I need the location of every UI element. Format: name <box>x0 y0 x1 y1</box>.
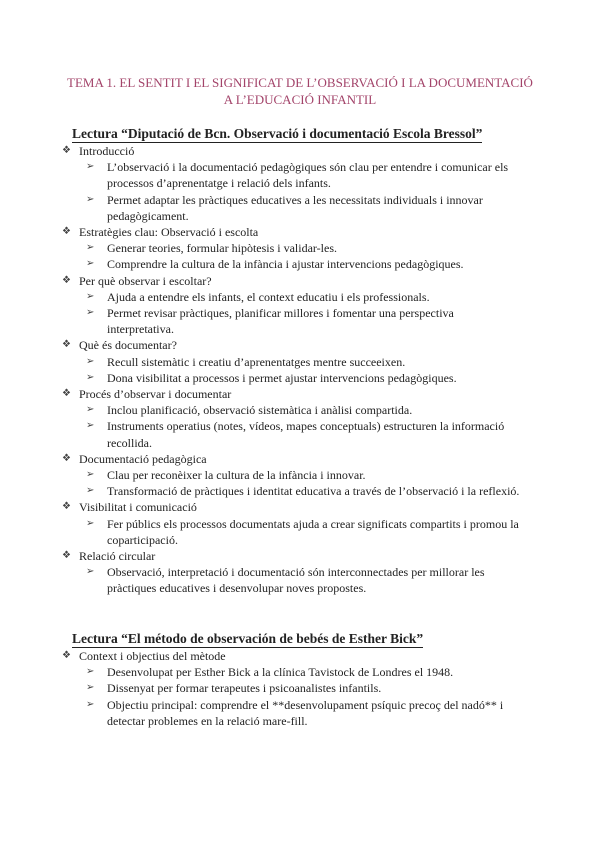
arrow-bullet-icon: ➢ <box>86 666 95 678</box>
list-item-label: Relació circular <box>79 549 156 564</box>
sub-item-text: Comprendre la cultura de la infància i ajustar intervencions pedagògiques. <box>107 257 464 272</box>
sub-item <box>62 483 522 499</box>
sub-item <box>62 370 522 386</box>
arrow-bullet-icon: ➢ <box>86 469 95 481</box>
list-item-label: Visibilitat i comunicació <box>79 500 197 515</box>
diamond-bullet-icon: ❖ <box>62 501 71 513</box>
arrow-bullet-icon: ➢ <box>86 485 95 497</box>
list-item-label: Introducció <box>79 144 135 158</box>
sub-item-text: Observació, interpretació i documentació són interconnectades per millorar les pràctiques educatives i desenvolupar noves propostes. <box>107 565 485 596</box>
sub-item <box>62 516 522 548</box>
sub-item <box>62 697 522 729</box>
list-item <box>62 499 522 515</box>
sub-item-text: Ajuda a entendre els infants, el context educatiu i els professionals. <box>107 289 430 304</box>
arrow-bullet-icon: ➢ <box>86 161 95 173</box>
arrow-bullet-icon: ➢ <box>86 517 95 529</box>
sub-item <box>62 256 522 272</box>
sub-item-text: Recull sistemàtic i creatiu d’aprenentatges mentre succeeixen. <box>107 354 406 369</box>
list-item <box>62 548 522 564</box>
sub-item <box>62 192 522 224</box>
diamond-bullet-icon: ❖ <box>62 274 71 286</box>
sub-item <box>62 564 522 596</box>
sub-item <box>62 354 522 370</box>
sub-item <box>62 680 522 696</box>
sub-item-text: Transformació de pràctiques i identitat educativa a través de l’observació i la reflexió. <box>107 484 520 499</box>
sub-item-text: Permet revisar pràctiques, planificar millores i fomentar una perspectiva interpretativa. <box>107 306 454 337</box>
arrow-bullet-icon: ➢ <box>86 242 95 254</box>
list-item <box>62 143 522 159</box>
diamond-bullet-icon: ❖ <box>62 226 71 238</box>
arrow-bullet-icon: ➢ <box>86 698 95 710</box>
section-2-list <box>62 648 522 729</box>
arrow-bullet-icon: ➢ <box>86 193 95 205</box>
title-line-2: A L’EDUCACIÓ INFANTIL <box>223 92 377 107</box>
sub-item <box>62 467 522 483</box>
list-item-label: Documentació pedagògica <box>79 451 207 466</box>
list-item-label: Context i objectius del mètode <box>79 649 226 663</box>
list-item <box>62 224 522 240</box>
sub-item-text: Desenvolupat per Esther Bick a la clínica Tavistock de Londres el 1948. <box>107 665 454 680</box>
sub-item-text: Permet adaptar les pràctiques educatives a les necessitats individuals i innovar pedagògicament. <box>107 192 483 223</box>
sub-item-text: Clau per reconèixer la cultura de la infància i innovar. <box>107 468 366 483</box>
sub-item <box>62 402 522 418</box>
arrow-bullet-icon: ➢ <box>86 307 95 319</box>
list-item-label: Què és documentar? <box>79 338 177 353</box>
sub-item <box>62 305 522 337</box>
title-line-1: TEMA 1. EL SENTIT I EL SIGNIFICAT DE L’OBSERVACIÓ I LA DOCUMENTACIÓ <box>67 75 533 90</box>
sub-item <box>62 289 522 305</box>
arrow-bullet-icon: ➢ <box>86 371 95 383</box>
list-item-label: Per què observar i escoltar? <box>79 273 212 288</box>
diamond-bullet-icon: ❖ <box>62 339 71 351</box>
arrow-bullet-icon: ➢ <box>86 258 95 270</box>
sub-item <box>62 159 522 191</box>
sub-item-text: Fer públics els processos documentats ajuda a crear significats compartits i promou la coparticipació. <box>107 516 519 547</box>
list-item <box>62 386 522 402</box>
sub-item-text: Generar teories, formular hipòtesis i validar-les. <box>107 241 338 256</box>
sub-item <box>62 418 522 450</box>
sub-item-text: Dona visibilitat a processos i permet ajustar intervencions pedagògiques. <box>107 370 457 385</box>
page-title <box>40 74 560 108</box>
sub-item-text: L’observació i la documentació pedagògiques són clau per entendre i comunicar els processos d’aprenentatge i relació dels infants. <box>107 160 509 191</box>
arrow-bullet-icon: ➢ <box>86 420 95 432</box>
diamond-bullet-icon: ❖ <box>62 550 71 562</box>
sub-item-text: Instruments operatius (notes, vídeos, mapes conceptuals) estructuren la informació recollida. <box>107 419 505 450</box>
diamond-bullet-icon: ❖ <box>62 145 71 156</box>
diamond-bullet-icon: ❖ <box>62 388 71 400</box>
sub-item-text: Dissenyat per formar terapeutes i psicoanalistes infantils. <box>107 681 382 696</box>
sub-item <box>62 664 522 680</box>
arrow-bullet-icon: ➢ <box>86 566 95 578</box>
sub-item-text: Inclou planificació, observació sistemàtica i anàlisi compartida. <box>107 403 413 418</box>
arrow-bullet-icon: ➢ <box>86 290 95 302</box>
diamond-bullet-icon: ❖ <box>62 452 71 464</box>
list-item <box>62 648 522 664</box>
section-1-heading: Lectura “Diputació de Bcn. Observació i documentació Escola Bressol” <box>72 126 483 141</box>
section-2-heading: Lectura “El método de observación de bebés de Esther Bick” <box>72 631 424 646</box>
sub-item-text: Objectiu principal: comprendre el **desenvolupament psíquic precoç del nadó** i detectar problemes en la relació mare-fill. <box>107 697 504 728</box>
arrow-bullet-icon: ➢ <box>86 355 95 367</box>
section-1-list <box>62 143 522 597</box>
list-item <box>62 273 522 289</box>
list-item-label: Estratègies clau: Observació i escolta <box>79 225 259 240</box>
list-item <box>62 337 522 353</box>
arrow-bullet-icon: ➢ <box>86 404 95 416</box>
arrow-bullet-icon: ➢ <box>86 682 95 694</box>
list-item-label: Procés d’observar i documentar <box>79 387 232 402</box>
list-item <box>62 451 522 467</box>
diamond-bullet-icon: ❖ <box>62 650 71 661</box>
sub-item <box>62 240 522 256</box>
